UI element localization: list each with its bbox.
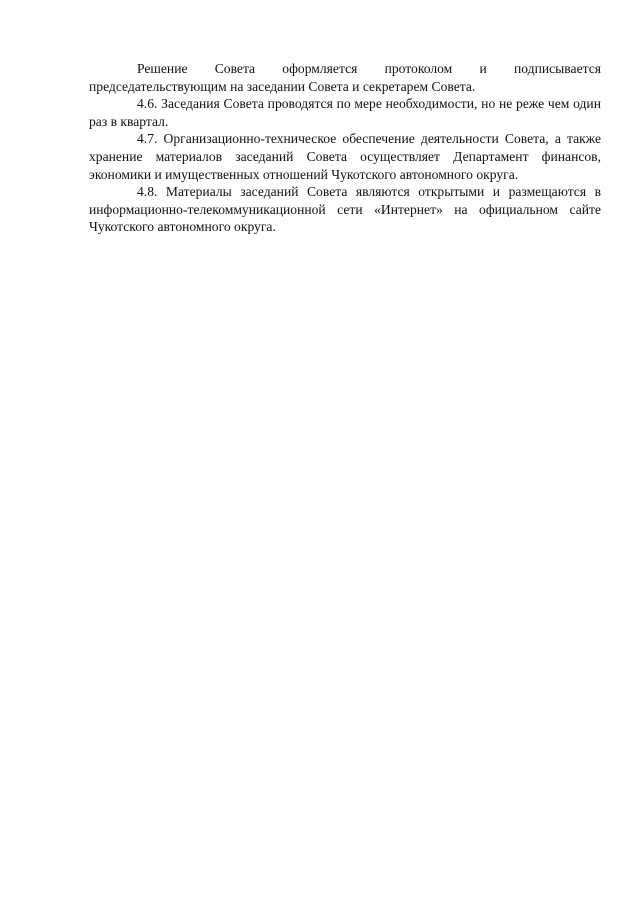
document-body [89,60,601,236]
paragraph-4-6-meetings-frequency: 4.6. Заседания Совета проводятся по мере необходимости, но не реже чем один раз в квартал. [89,96,601,129]
paragraph-4-8-materials-publication: 4.8. Материалы заседаний Совета являются открытыми и размещаются в информационно-телекоммуникационной сети «Интернет» на официальном сайте Чукотского автономного округа. [89,184,601,235]
paragraph-decision-protocol: Решение Совета оформляется протоколом и подписывается председательствующим на заседании Совета и секретарем Совета. [89,61,601,94]
paragraph-4-7-organizational-support: 4.7. Организационно-техническое обеспечение деятельности Совета, а также хранение материалов заседаний Совета осуществляет Департамент финансов, экономики и имущественных отношений Чукотского автономного округа. [89,131,601,182]
